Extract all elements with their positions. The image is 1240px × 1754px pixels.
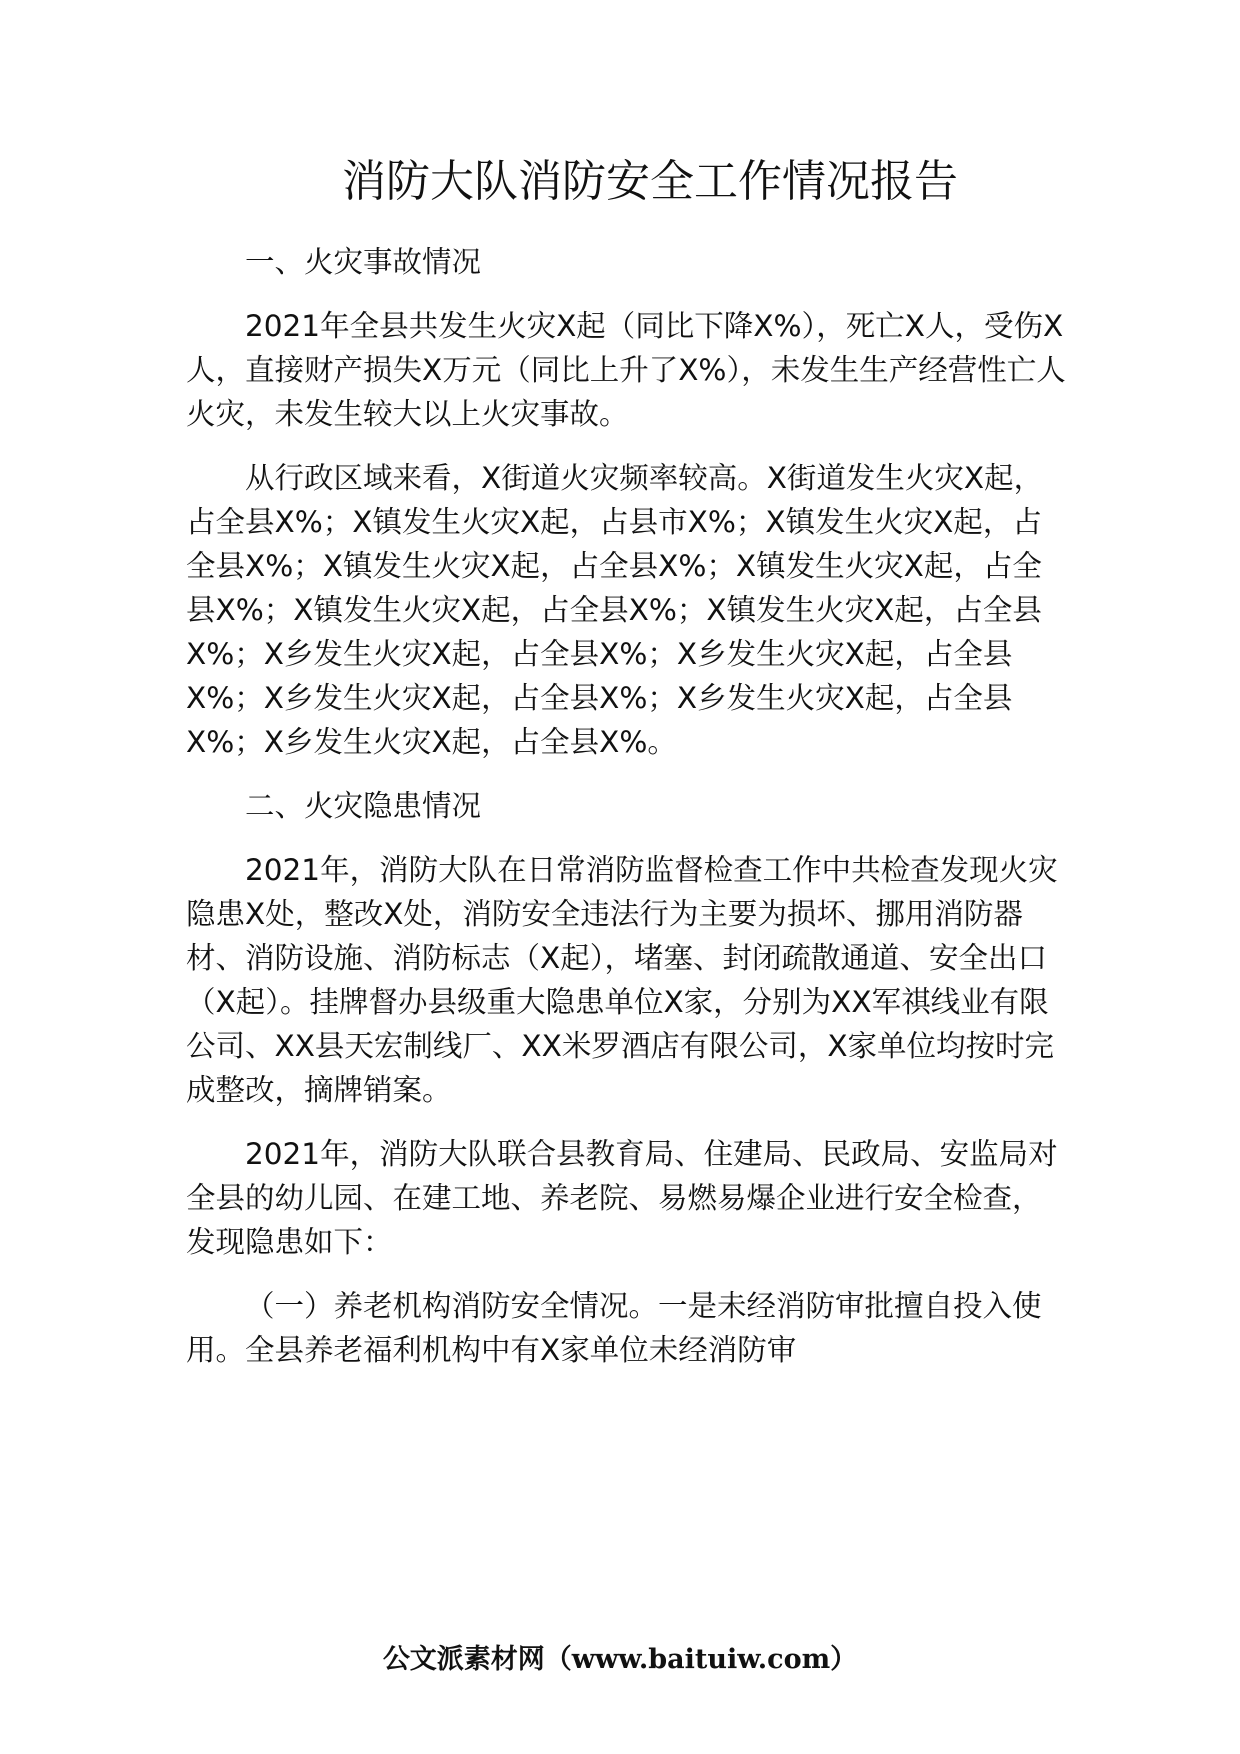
paragraph-elderly-care-safety: （一）养老机构消防安全情况。一是未经消防审批擅自投入使用。全县养老福利机构中有X家单位未经消防审	[186, 1289, 1042, 1367]
section-heading-fire-hazards: 二、火灾隐患情况	[245, 789, 482, 823]
paragraph-annual-fire-statistics: 2021年全县共发生火灾X起（同比下降X%），死亡X人，受伤X人，直接财产损失X万元（同比上升了X%），未发生生产经营性亡人火灾，未发生较大以上火灾事故。	[186, 309, 1066, 431]
paragraph-joint-inspection: 2021年，消防大队联合县教育局、住建局、民政局、安监局对全县的幼儿园、在建工地、养老院、易燃易爆企业进行安全检查，发现隐患如下：	[186, 1137, 1058, 1259]
document-title: 消防大队消防安全工作情况报告	[342, 156, 958, 207]
section-heading-fire-accidents: 一、火灾事故情况	[245, 245, 482, 279]
document-body	[186, 240, 1066, 1392]
footer-watermark: 公文派素材网（www.baituiw.com）	[382, 1644, 858, 1675]
paragraph-hazard-inspection: 2021年，消防大队在日常消防监督检查工作中共检查发现火灾隐患X处，整改X处，消防安全违法行为主要为损坏、挪用消防器材、消防设施、消防标志（X起），堵塞、封闭疏散通道、安全出口（X起）。挂牌督办县级重大隐患单位X家，分别为XX军祺线业有限公司、XX县天宏制线厂、XX米罗酒店有限公司，X家单位均按时完成整改，摘牌销案。	[186, 853, 1058, 1107]
paragraph-regional-distribution: 从行政区域来看，X街道火灾频率较高。X街道发生火灾X起，占全县X%；X镇发生火灾X起，占县市X%；X镇发生火灾X起，占全县X%；X镇发生火灾X起，占全县X%；X镇发生火灾X起，占全县X%；X镇发生火灾X起，占全县X%；X镇发生火灾X起，占全县X%；X乡发生火灾X起，占全县X%；X乡发生火灾X起，占全县X%；X乡发生火灾X起，占全县X%；X乡发生火灾X起，占全县X%；X乡发生火灾X起，占全县X%。	[186, 461, 1044, 759]
